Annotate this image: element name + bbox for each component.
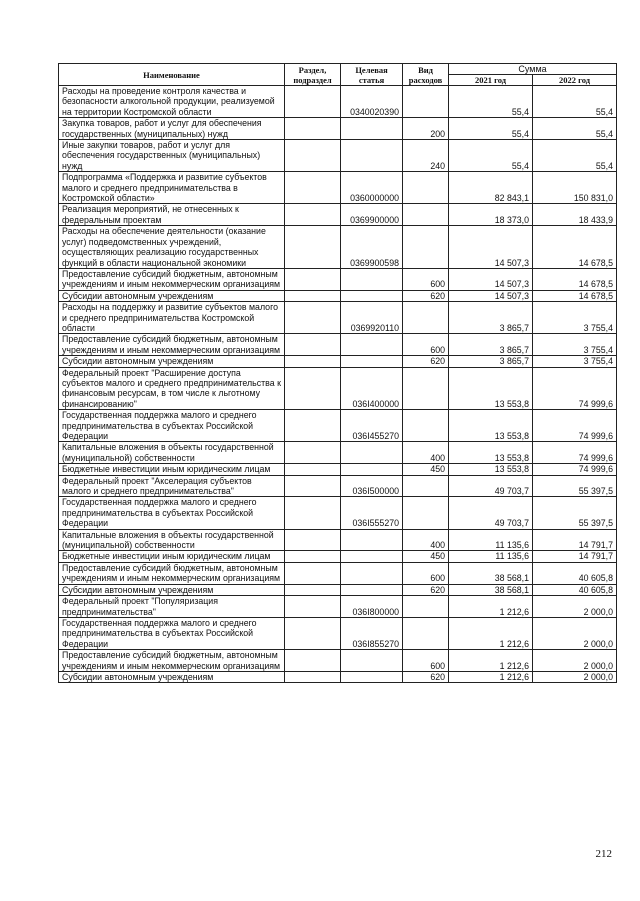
table-row — [59, 290, 617, 301]
cell-kind: 600 — [403, 650, 449, 672]
table-row — [59, 140, 617, 172]
cell-2021: 49 703,7 — [449, 475, 533, 497]
cell-2021: 49 703,7 — [449, 497, 533, 529]
table-row — [59, 464, 617, 475]
cell-2021: 38 568,1 — [449, 584, 533, 595]
cell-section — [285, 442, 341, 464]
header-2022: 2022 год — [533, 75, 617, 86]
cell-2021: 11 135,6 — [449, 551, 533, 562]
cell-target — [341, 584, 403, 595]
cell-target: 036I500000 — [341, 475, 403, 497]
cell-kind — [403, 596, 449, 618]
cell-section — [285, 617, 341, 649]
page-number: 212 — [595, 848, 612, 860]
cell-section — [285, 562, 341, 584]
table-row — [59, 596, 617, 618]
cell-2021: 14 507,3 — [449, 226, 533, 269]
cell-target: 0360000000 — [341, 172, 403, 204]
cell-section — [285, 290, 341, 301]
cell-2022: 14 678,5 — [533, 226, 617, 269]
cell-kind: 450 — [403, 464, 449, 475]
cell-section — [285, 475, 341, 497]
cell-target — [341, 529, 403, 551]
cell-target: 036I800000 — [341, 596, 403, 618]
cell-name: Расходы на обеспечение деятельности (оказание услуг) подведомственных учреждений, осуществляющих реализацию государственных функций в области национальной экономики — [59, 226, 285, 269]
cell-name: Субсидии автономным учреждениям — [59, 290, 285, 301]
budget-table — [58, 63, 617, 683]
cell-section — [285, 268, 341, 290]
cell-2021: 1 212,6 — [449, 671, 533, 682]
table-row — [59, 562, 617, 584]
header-2021: 2021 год — [449, 75, 533, 86]
cell-kind: 450 — [403, 551, 449, 562]
cell-2022: 55,4 — [533, 118, 617, 140]
cell-kind: 600 — [403, 562, 449, 584]
cell-2022: 150 831,0 — [533, 172, 617, 204]
cell-target: 036I855270 — [341, 617, 403, 649]
cell-name: Капитальные вложения в объекты государственной (муниципальной) собственности — [59, 442, 285, 464]
table-row — [59, 410, 617, 442]
cell-name: Бюджетные инвестиции иным юридическим лицам — [59, 551, 285, 562]
cell-section — [285, 529, 341, 551]
cell-kind — [403, 617, 449, 649]
cell-section — [285, 356, 341, 367]
cell-target: 0369900598 — [341, 226, 403, 269]
cell-section — [285, 140, 341, 172]
header-row — [59, 64, 617, 75]
table-row — [59, 475, 617, 497]
cell-2022: 18 433,9 — [533, 204, 617, 226]
cell-section — [285, 226, 341, 269]
cell-2021: 55,4 — [449, 140, 533, 172]
cell-name: Предоставление субсидий бюджетным, автономным учреждениям и иным некоммерческим организациям — [59, 334, 285, 356]
cell-name: Закупка товаров, работ и услуг для обеспечения государственных (муниципальных) нужд — [59, 118, 285, 140]
cell-kind: 200 — [403, 118, 449, 140]
cell-target: 0340020390 — [341, 86, 403, 118]
cell-kind — [403, 172, 449, 204]
table-row — [59, 497, 617, 529]
cell-name: Предоставление субсидий бюджетным, автономным учреждениям и иным некоммерческим организациям — [59, 650, 285, 672]
header-sum: Сумма — [449, 64, 617, 75]
cell-2022: 2 000,0 — [533, 617, 617, 649]
cell-name: Субсидии автономным учреждениям — [59, 671, 285, 682]
cell-2022: 74 999,6 — [533, 367, 617, 410]
cell-target — [341, 356, 403, 367]
cell-name: Государственная поддержка малого и среднего предпринимательства в субъектах Российской Федерации — [59, 410, 285, 442]
cell-2022: 14 678,5 — [533, 290, 617, 301]
cell-2021: 3 865,7 — [449, 334, 533, 356]
cell-2022: 3 755,4 — [533, 356, 617, 367]
cell-section — [285, 302, 341, 334]
cell-2022: 55,4 — [533, 86, 617, 118]
cell-2022: 40 605,8 — [533, 584, 617, 595]
cell-kind — [403, 302, 449, 334]
cell-target — [341, 562, 403, 584]
cell-section — [285, 650, 341, 672]
cell-2021: 18 373,0 — [449, 204, 533, 226]
cell-name: Государственная поддержка малого и среднего предпринимательства в субъектах Российской Федерации — [59, 497, 285, 529]
cell-name: Федеральный проект "Популяризация предпринимательства" — [59, 596, 285, 618]
cell-2022: 74 999,6 — [533, 464, 617, 475]
cell-kind — [403, 367, 449, 410]
budget-document — [58, 63, 616, 683]
cell-name: Подпрограмма «Поддержка и развитие субъектов малого и среднего предпринимательства в Костромской области» — [59, 172, 285, 204]
cell-name: Иные закупки товаров, работ и услуг для обеспечения государственных (муниципальных) нужд — [59, 140, 285, 172]
cell-2022: 74 999,6 — [533, 442, 617, 464]
cell-kind: 620 — [403, 584, 449, 595]
cell-2022: 74 999,6 — [533, 410, 617, 442]
cell-target — [341, 118, 403, 140]
cell-target — [341, 334, 403, 356]
cell-kind: 400 — [403, 442, 449, 464]
cell-2021: 14 507,3 — [449, 290, 533, 301]
cell-name: Расходы на проведение контроля качества и безопасности алкогольной продукции, реализуемой на территории Костромской области — [59, 86, 285, 118]
cell-kind: 600 — [403, 334, 449, 356]
cell-kind: 620 — [403, 290, 449, 301]
cell-name: Субсидии автономным учреждениям — [59, 356, 285, 367]
cell-2021: 13 553,8 — [449, 464, 533, 475]
table-row — [59, 671, 617, 682]
header-section: Раздел, подраздел — [285, 64, 341, 86]
cell-2022: 14 791,7 — [533, 529, 617, 551]
cell-kind — [403, 204, 449, 226]
table-body — [59, 86, 617, 683]
cell-target: 0369920110 — [341, 302, 403, 334]
cell-kind — [403, 226, 449, 269]
cell-2022: 2 000,0 — [533, 650, 617, 672]
cell-2021: 11 135,6 — [449, 529, 533, 551]
cell-kind: 400 — [403, 529, 449, 551]
cell-kind — [403, 86, 449, 118]
table-row — [59, 86, 617, 118]
cell-2022: 3 755,4 — [533, 334, 617, 356]
table-row — [59, 118, 617, 140]
cell-2021: 1 212,6 — [449, 650, 533, 672]
cell-target — [341, 268, 403, 290]
table-row — [59, 584, 617, 595]
cell-2021: 1 212,6 — [449, 596, 533, 618]
table-row — [59, 302, 617, 334]
cell-2022: 55 397,5 — [533, 497, 617, 529]
cell-section — [285, 334, 341, 356]
cell-target: 036I455270 — [341, 410, 403, 442]
cell-2021: 82 843,1 — [449, 172, 533, 204]
cell-2022: 55,4 — [533, 140, 617, 172]
cell-name: Капитальные вложения в объекты государственной (муниципальной) собственности — [59, 529, 285, 551]
cell-2021: 1 212,6 — [449, 617, 533, 649]
cell-2021: 13 553,8 — [449, 410, 533, 442]
table-row — [59, 650, 617, 672]
cell-kind: 620 — [403, 356, 449, 367]
cell-name: Бюджетные инвестиции иным юридическим лицам — [59, 464, 285, 475]
cell-2022: 3 755,4 — [533, 302, 617, 334]
cell-section — [285, 86, 341, 118]
cell-name: Расходы на поддержку и развитие субъектов малого и среднего предпринимательства Костромской области — [59, 302, 285, 334]
table-row — [59, 529, 617, 551]
cell-section — [285, 596, 341, 618]
cell-section — [285, 464, 341, 475]
cell-section — [285, 584, 341, 595]
header-name: Наименование — [59, 64, 285, 86]
table-row — [59, 551, 617, 562]
table-row — [59, 172, 617, 204]
cell-name: Субсидии автономным учреждениям — [59, 584, 285, 595]
cell-2021: 55,4 — [449, 86, 533, 118]
cell-2021: 13 553,8 — [449, 442, 533, 464]
cell-target: 0369900000 — [341, 204, 403, 226]
cell-name: Предоставление субсидий бюджетным, автономным учреждениям и иным некоммерческим организациям — [59, 562, 285, 584]
cell-2022: 2 000,0 — [533, 596, 617, 618]
table-row — [59, 367, 617, 410]
cell-section — [285, 118, 341, 140]
cell-target — [341, 442, 403, 464]
cell-target — [341, 551, 403, 562]
cell-target — [341, 650, 403, 672]
cell-2022: 14 791,7 — [533, 551, 617, 562]
cell-kind: 600 — [403, 268, 449, 290]
cell-2021: 3 865,7 — [449, 356, 533, 367]
cell-2021: 14 507,3 — [449, 268, 533, 290]
cell-name: Федеральный проект "Расширение доступа субъектов малого и среднего предпринимательства к финансовым ресурсам, в том числе к льготному финансированию" — [59, 367, 285, 410]
table-row — [59, 617, 617, 649]
cell-2022: 14 678,5 — [533, 268, 617, 290]
cell-2021: 3 865,7 — [449, 302, 533, 334]
cell-name: Предоставление субсидий бюджетным, автономным учреждениям и иным некоммерческим организациям — [59, 268, 285, 290]
cell-section — [285, 172, 341, 204]
cell-section — [285, 551, 341, 562]
cell-name: Реализация мероприятий, не отнесенных к федеральным проектам — [59, 204, 285, 226]
cell-kind — [403, 497, 449, 529]
cell-2021: 13 553,8 — [449, 367, 533, 410]
cell-name: Федеральный проект "Акселерация субъектов малого и среднего предпринимательства" — [59, 475, 285, 497]
cell-section — [285, 497, 341, 529]
cell-kind — [403, 475, 449, 497]
cell-2022: 40 605,8 — [533, 562, 617, 584]
table-row — [59, 442, 617, 464]
cell-target: 036I555270 — [341, 497, 403, 529]
cell-2021: 38 568,1 — [449, 562, 533, 584]
cell-section — [285, 410, 341, 442]
cell-section — [285, 671, 341, 682]
cell-2021: 55,4 — [449, 118, 533, 140]
cell-kind: 240 — [403, 140, 449, 172]
table-row — [59, 268, 617, 290]
table-row — [59, 334, 617, 356]
cell-2022: 2 000,0 — [533, 671, 617, 682]
cell-target — [341, 290, 403, 301]
table-row — [59, 226, 617, 269]
cell-target — [341, 464, 403, 475]
cell-target: 036I400000 — [341, 367, 403, 410]
table-row — [59, 356, 617, 367]
cell-section — [285, 204, 341, 226]
cell-name: Государственная поддержка малого и среднего предпринимательства в субъектах Российской Федерации — [59, 617, 285, 649]
cell-2022: 55 397,5 — [533, 475, 617, 497]
header-kind: Вид расходов — [403, 64, 449, 86]
cell-target — [341, 671, 403, 682]
table-row — [59, 204, 617, 226]
cell-kind — [403, 410, 449, 442]
cell-kind: 620 — [403, 671, 449, 682]
cell-section — [285, 367, 341, 410]
header-target: Целевая статья — [341, 64, 403, 86]
cell-target — [341, 140, 403, 172]
